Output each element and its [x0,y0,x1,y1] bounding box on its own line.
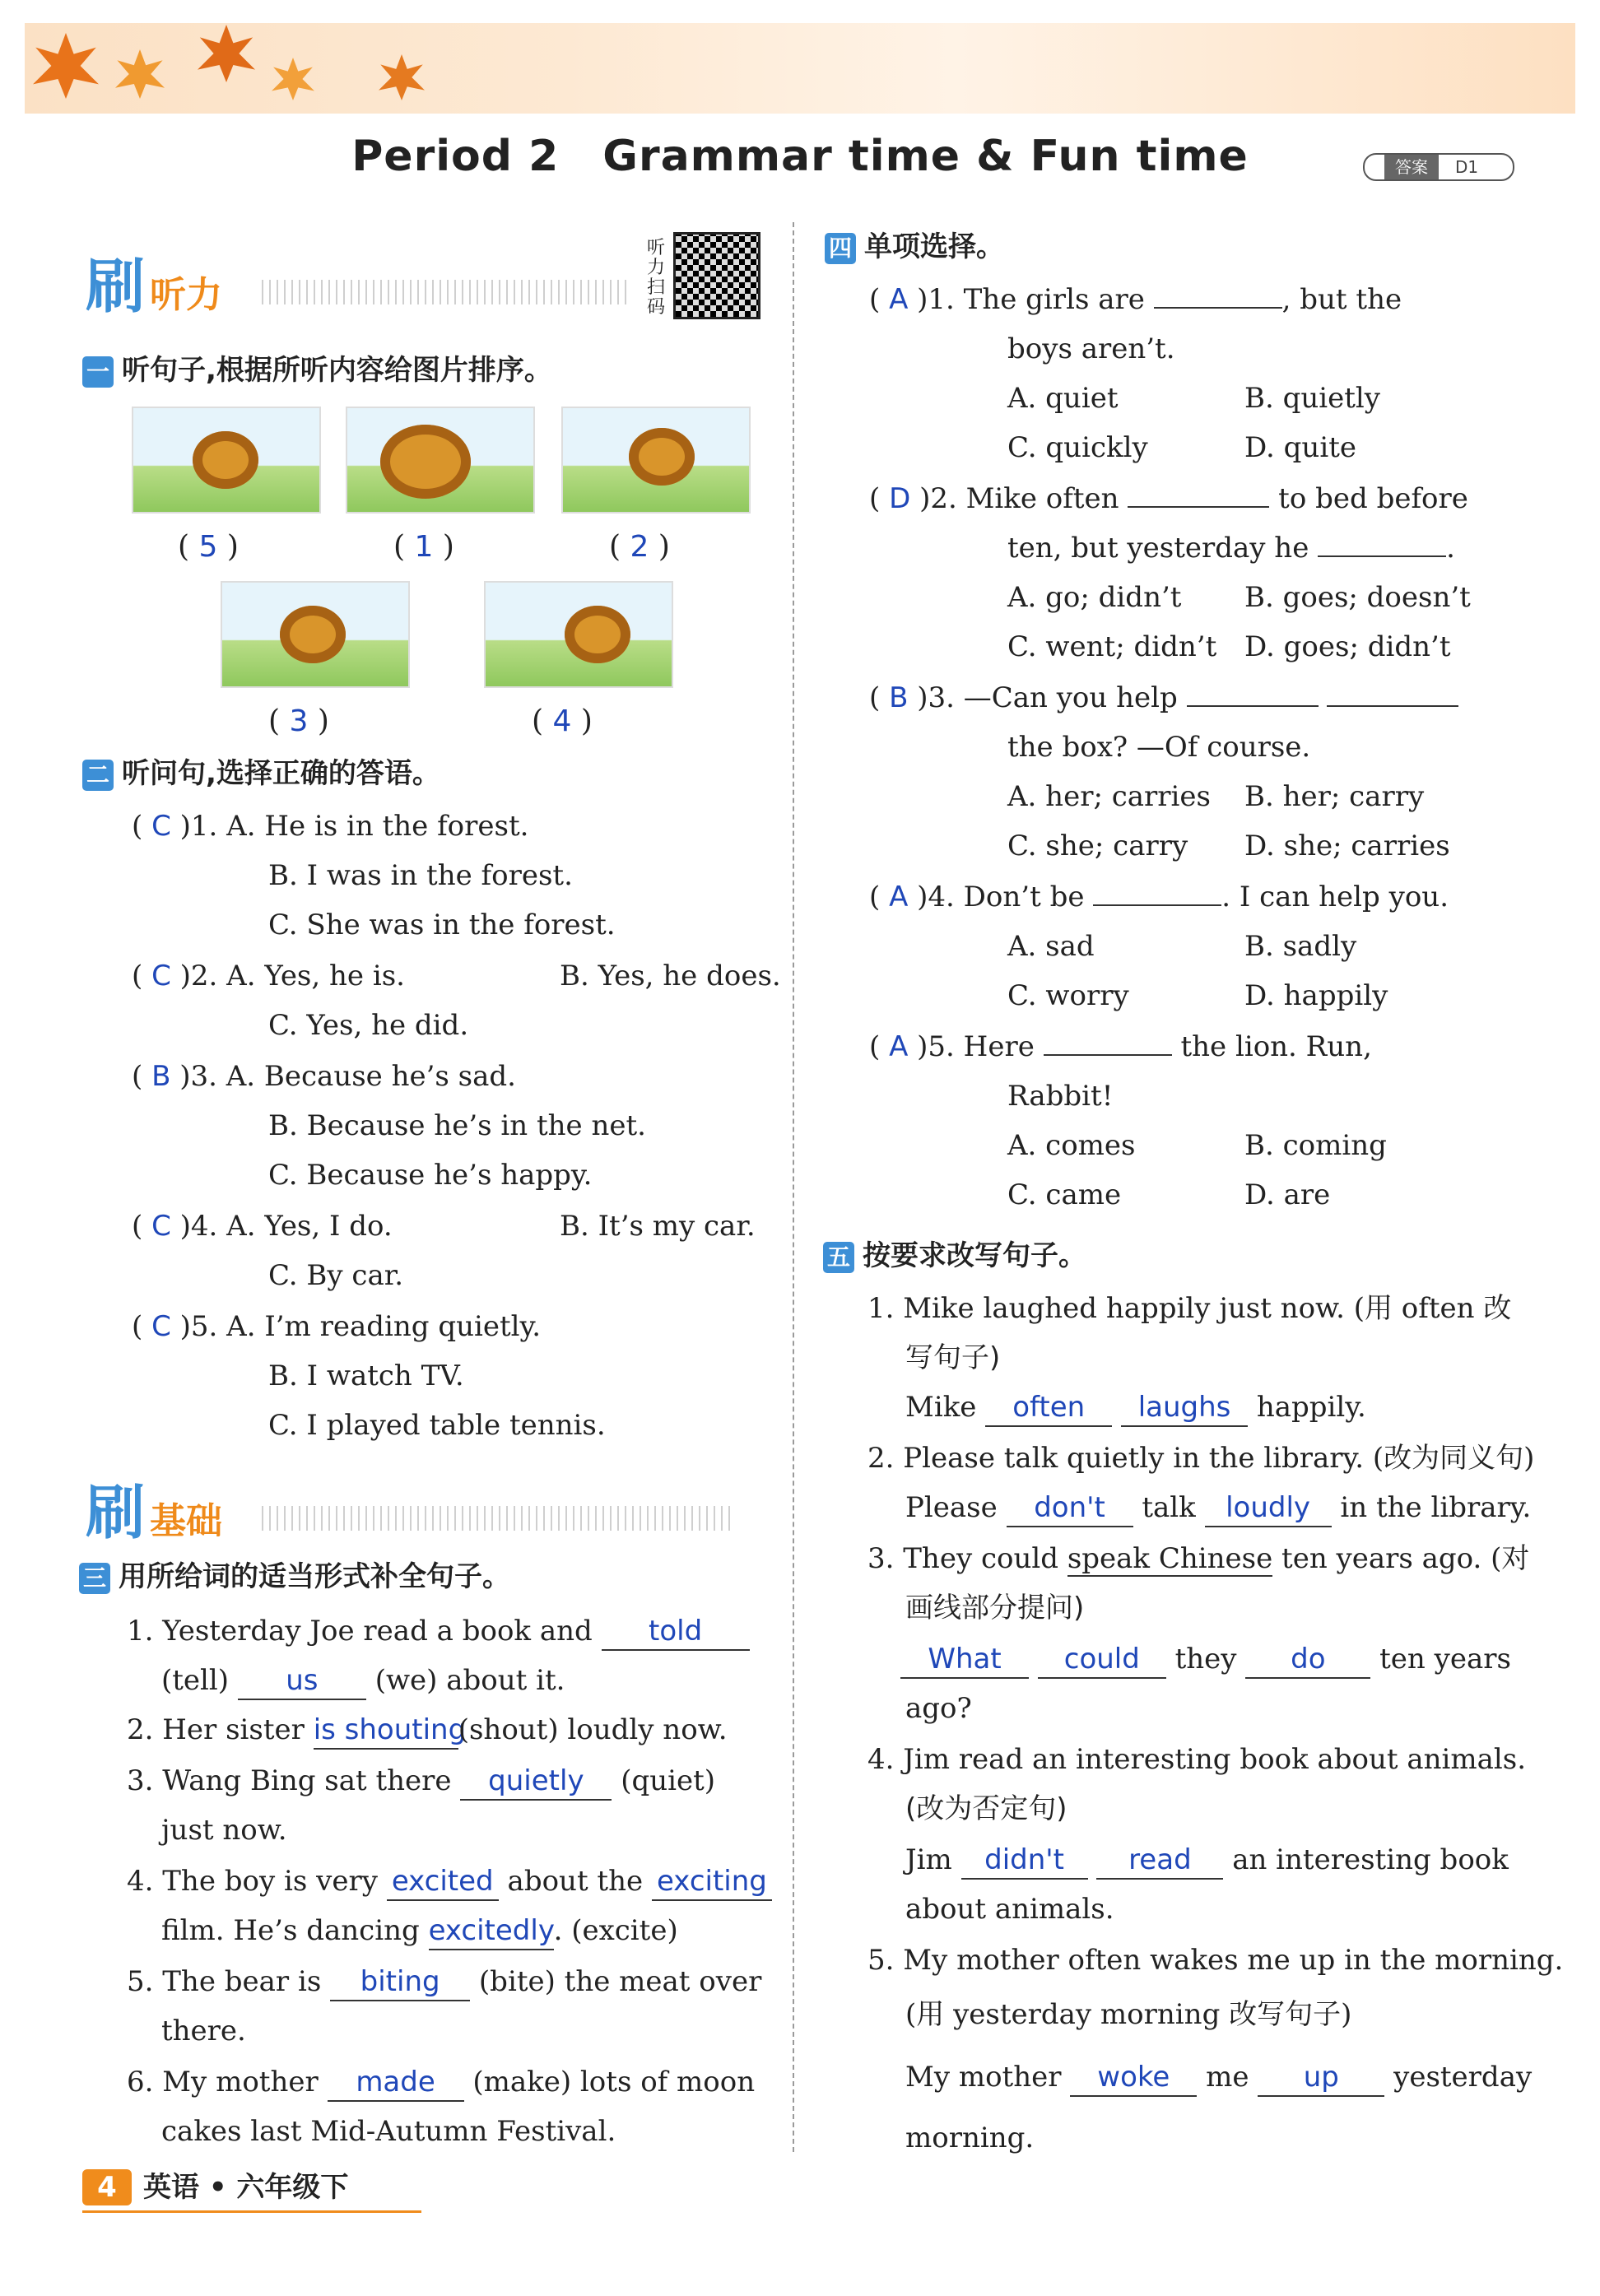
answer: C [151,810,171,843]
brand-label: 听力 [150,274,223,316]
lion-icon [280,606,346,663]
picture-2 [346,407,535,514]
rewrite-answer-5-cont: morning. [905,2122,1035,2154]
lion-icon [565,606,630,663]
page-footer [82,2163,348,2212]
rewrite-answer-1: Mike often laughs happily. [905,1383,1366,1432]
rewrite-question-2: 2. Please talk quietly in the library. (改为同义句) [867,1442,1535,1475]
rewrite-answer-4: Jim didn't read an interesting book [905,1835,1509,1885]
fill-question-1-cont: (tell) us (we) about it. [161,1656,565,1705]
choice-question-4: ( C )4. A. Yes, I do. [132,1210,393,1243]
order-answer-3: ( 2 ) [609,530,670,564]
section-number: 五 [823,1242,854,1273]
option: C. she; carry [1007,830,1188,862]
option: B. It’s my car. [560,1210,756,1243]
option: D. happily [1244,979,1388,1012]
option: A. her; carries [1007,780,1211,813]
picture-3 [561,407,751,514]
listening-brand [86,239,222,324]
section-4-heading: 四 单项选择。 [825,222,1004,272]
fill-question-3-cont: just now. [161,1814,287,1847]
header-band [25,23,1575,114]
mc-question-1: ( A )1. The girls are , but the [869,283,1402,316]
option: C. By car. [268,1259,404,1292]
order-answer-1: ( 5 ) [178,530,239,564]
answer-tag-label: 答案 [1384,155,1439,179]
option: B. Because he’s in the net. [268,1109,646,1142]
option: C. I played table tennis. [268,1409,606,1442]
option: C. Yes, he did. [268,1009,469,1042]
fill-question-5: 5. The bear is biting (bite) the meat over [127,1957,761,2006]
lion-icon [193,431,258,489]
option: B. sadly [1244,930,1357,963]
section-number: 一 [82,356,114,388]
order-answer-5: ( 4 ) [532,704,593,738]
option: A. go; didn’t [1007,581,1182,614]
footer-rule [82,2210,421,2213]
option: D. are [1244,1178,1331,1211]
column-divider [793,222,794,2152]
mc-question-3: ( B )3. —Can you help [869,673,1458,723]
option: C. went; didn’t [1007,630,1217,663]
option: C. Because he’s happy. [268,1159,593,1192]
answer-tag-page: D1 [1455,157,1479,177]
choice-question-3: ( B )3. A. Because he’s sad. [132,1060,516,1093]
mc-question-2-cont: ten, but yesterday he . [1007,532,1455,565]
fill-question-6: 6. My mother made (make) lots of moon [127,2057,755,2107]
order-answer-4: ( 3 ) [268,704,329,738]
option: A. sad [1007,930,1095,963]
lion-icon [380,425,471,499]
mc-question-4: ( A )4. Don’t be . I can help you. [869,881,1449,913]
option: A. quiet [1007,382,1119,415]
rewrite-question-5-cont: (用 yesterday morning 改写句子) [905,1998,1352,2031]
choice-question-5: ( C )5. A. I’m reading quietly. [132,1310,542,1343]
rewrite-question-4-cont: (改为否定句) [905,1792,1067,1825]
mc-question-3-cont: the box? —Of course. [1007,731,1311,764]
rewrite-question-4: 4. Jim read an interesting book about animals. [867,1743,1527,1776]
mc-question-1-cont: boys aren’t. [1007,332,1175,365]
rewrite-answer-5: My mother woke me up yesterday [905,2052,1532,2102]
section-3-heading: 三 用所给词的适当形式补全句子。 [79,1552,510,1601]
fill-question-1: 1. Yesterday Joe read a book and told [127,1606,750,1656]
mc-question-2: ( D )2. Mike often to bed before [869,482,1468,515]
option: B. her; carry [1244,780,1425,813]
section-number: 二 [82,760,114,791]
fill-question-5-cont: there. [161,2015,246,2047]
option: C. came [1007,1178,1122,1211]
fill-question-4: 4. The boy is very excited about the exciting [127,1857,772,1906]
section-1-heading: 一 听句子,根据所听内容给图片排序。 [82,346,552,395]
rewrite-answer-2: Please don't talk loudly in the library. [905,1483,1531,1532]
rewrite-question-1: 1. Mike laughed happily just now. (用 often 改 [867,1292,1512,1325]
rewrite-answer-3: What could they do ten years [900,1634,1511,1684]
fill-question-2: 2. Her sister is shouting(shout) loudly now. [127,1705,728,1755]
page-number: 4 [82,2169,132,2205]
brand-stripe [262,1506,731,1531]
rewrite-question-1-cont: 写句子) [905,1341,1001,1374]
mc-question-5-cont: Rabbit! [1007,1080,1114,1113]
brand-stripe [262,280,632,304]
option: B. I was in the forest. [268,859,573,892]
page-title: Period 2 Grammar time & Fun time [351,132,1249,181]
fill-question-3: 3. Wang Bing sat there quietly (quiet) [127,1756,715,1806]
order-answer-2: ( 1 ) [393,530,454,564]
rewrite-question-3-cont: 画线部分提问) [905,1592,1085,1624]
picture-1 [132,407,321,514]
picture-5 [484,581,673,688]
option: A. comes [1007,1129,1136,1162]
rewrite-question-3: 3. They could speak Chinese ten years ago. (对 [867,1542,1530,1575]
fill-question-6-cont: cakes last Mid-Autumn Festival. [161,2115,616,2148]
option: C. She was in the forest. [268,909,616,941]
answer-tag [1363,153,1514,181]
qr-label: 听力扫码 [647,238,666,318]
option: B. I watch TV. [268,1359,464,1392]
option: B. Yes, he does. [560,960,781,992]
qr-code-icon[interactable] [673,232,760,319]
rewrite-question-5: 5. My mother often wakes me up in the morning. [867,1944,1564,1977]
option: B. coming [1244,1129,1387,1162]
mc-question-5: ( A )5. Here the lion. Run, [869,1030,1372,1063]
section-5-heading: 五 按要求改写句子。 [823,1231,1086,1280]
option: D. she; carries [1244,830,1450,862]
option: B. goes; doesn’t [1244,581,1471,614]
choice-question-1: ( C )1. A. He is in the forest. [132,810,529,843]
footer-label: 英语 • 六年级下 [143,2171,349,2204]
brand-mark: 刷 [86,252,146,321]
rewrite-answer-3-cont: ago? [905,1692,972,1725]
fill-question-4-cont: film. He’s dancing excitedly. (excite) [161,1906,678,1955]
option: B. quietly [1244,382,1381,415]
section-2-heading: 二 听问句,选择正确的答语。 [82,749,440,798]
picture-4 [221,581,410,688]
rewrite-answer-4-cont: about animals. [905,1893,1114,1926]
section-number: 三 [79,1563,110,1594]
lion-icon [629,428,695,486]
option: D. quite [1244,431,1356,464]
basics-brand: 刷基础 [86,1478,223,1547]
option: C. quickly [1007,431,1148,464]
option: C. worry [1007,979,1129,1012]
choice-question-2: ( C )2. A. Yes, he is. [132,960,405,992]
option: D. goes; didn’t [1244,630,1451,663]
section-number: 四 [825,233,856,264]
